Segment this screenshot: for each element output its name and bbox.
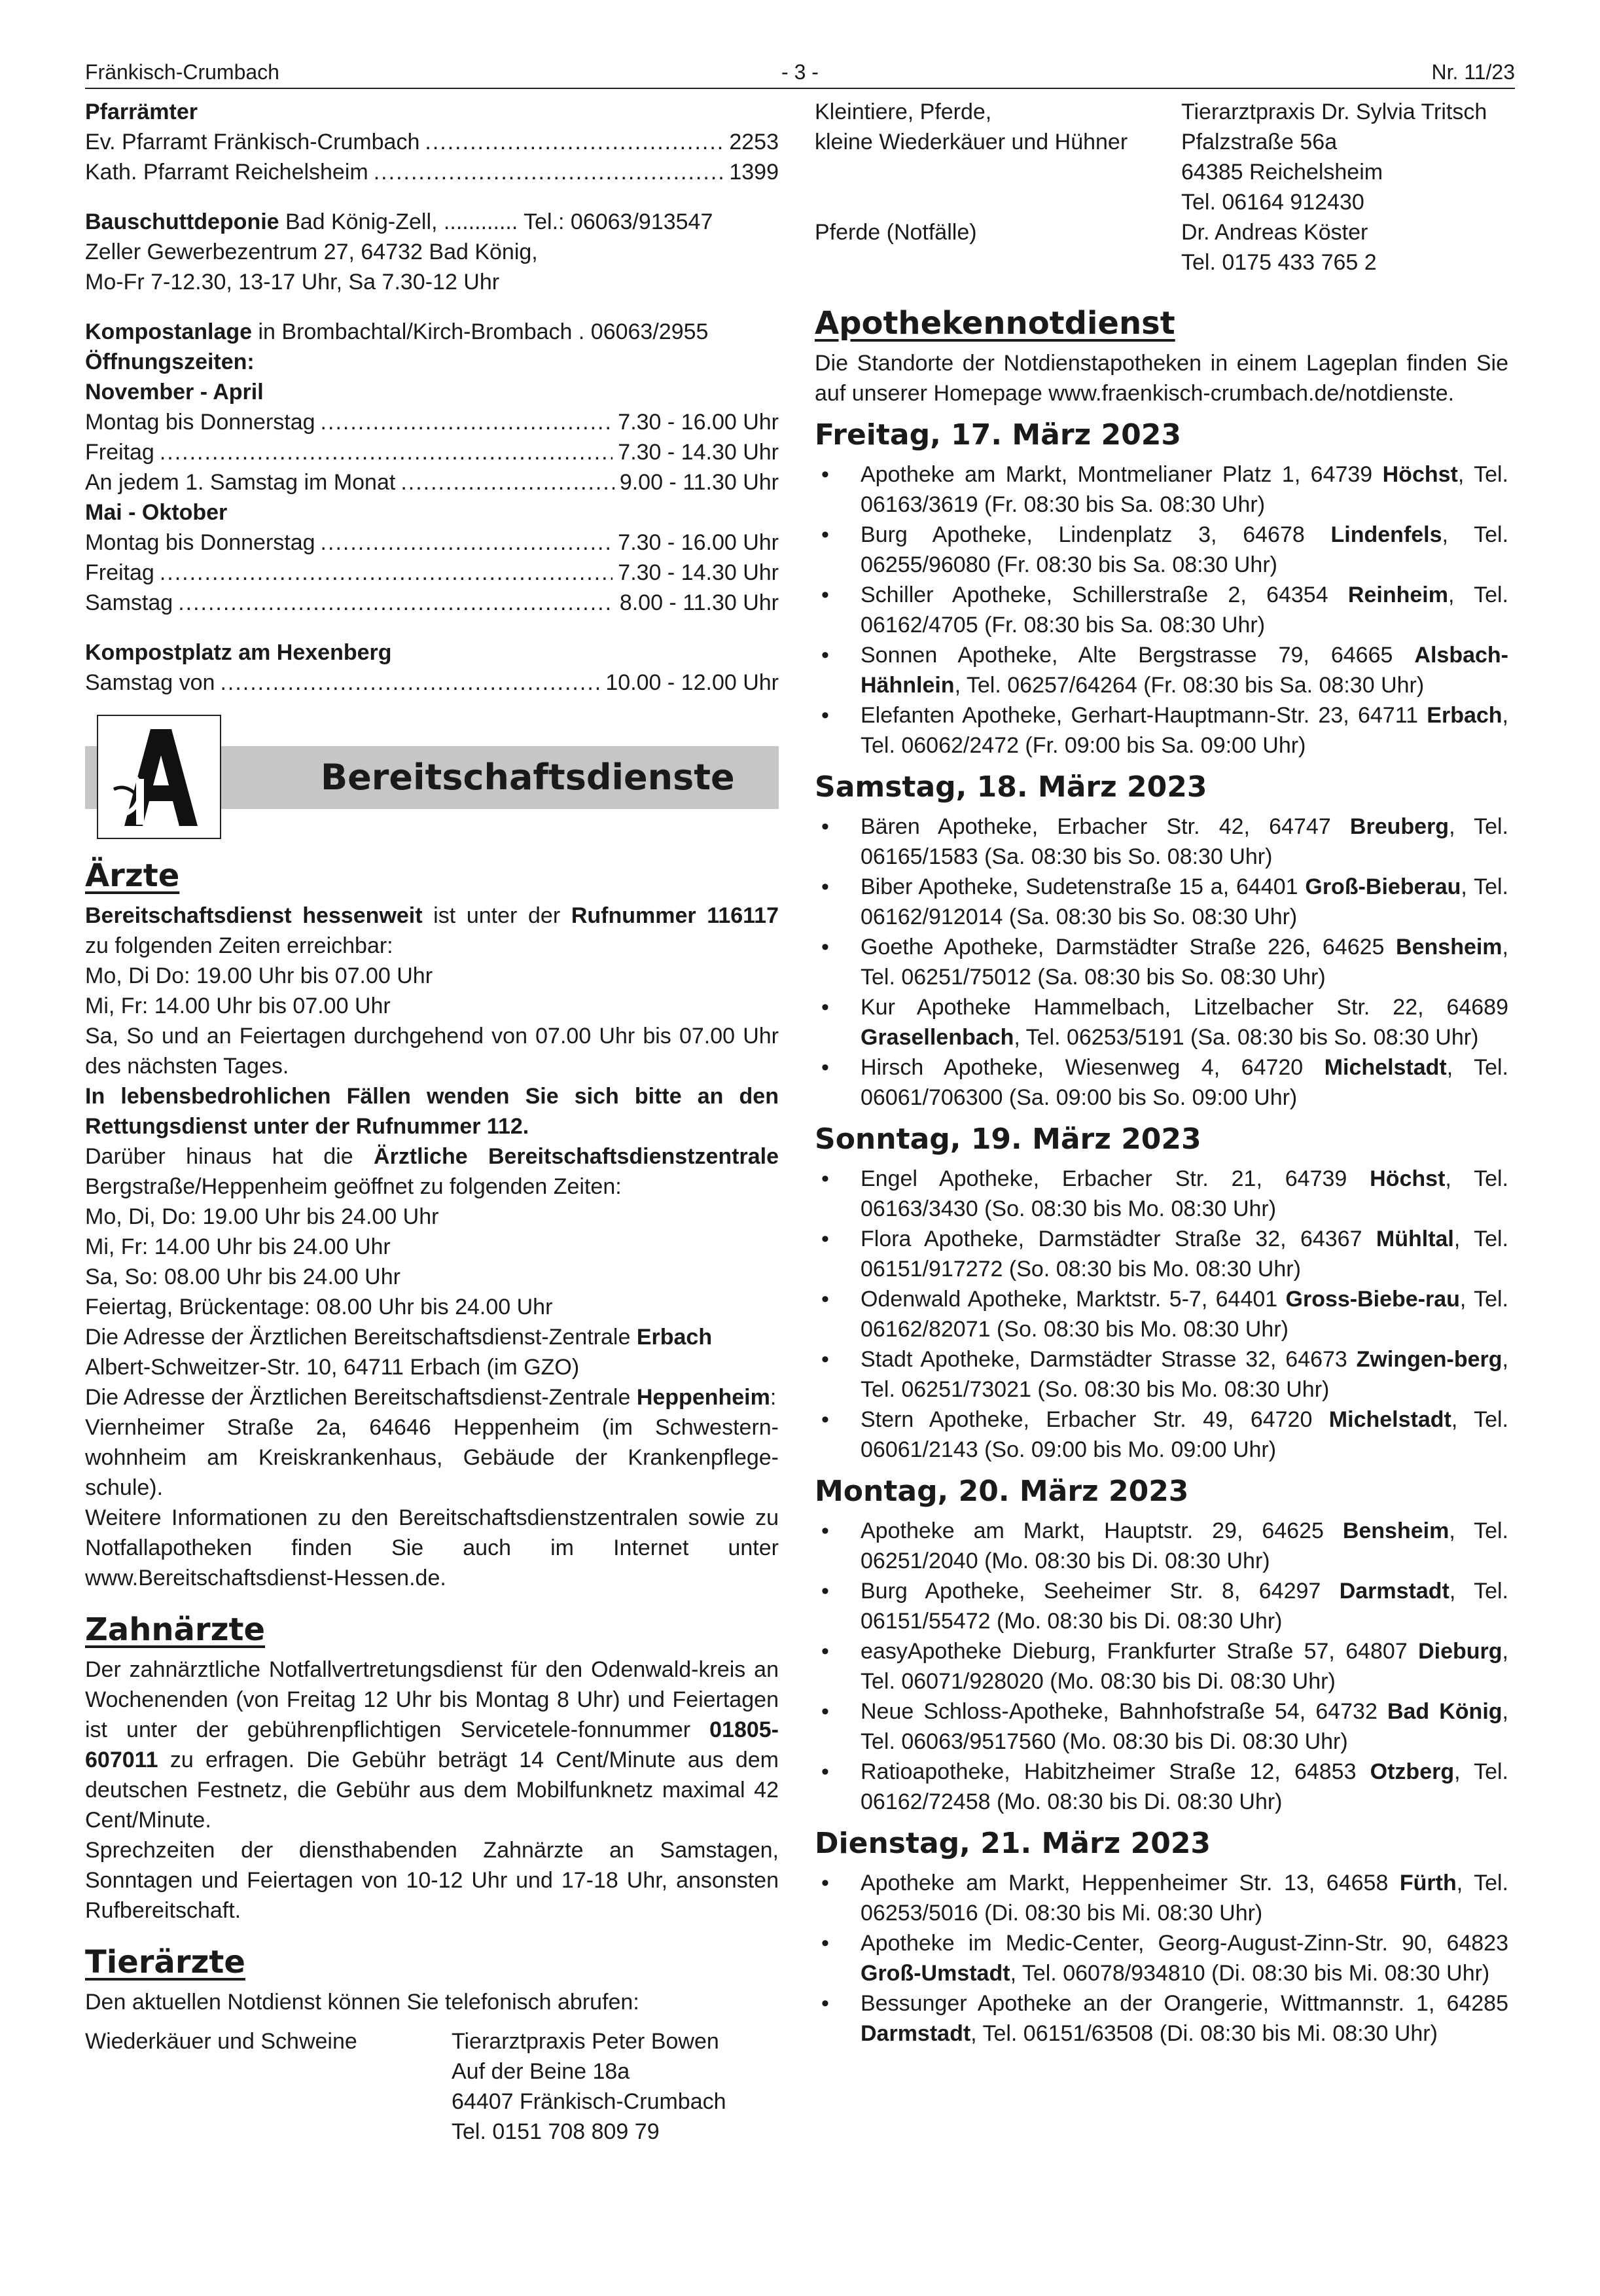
- tieraerzte-heading: Tierärzte: [85, 1944, 245, 1981]
- hours-row: [85, 668, 779, 698]
- apotheken-intro: Die Standorte der Notdienstapotheken in einem Lageplan finden Sie auf unserer Homepage www.fraenkisch-crumbach.de/notdienste.: [815, 351, 1508, 406]
- pharmacy-item: • Neue Schloss-Apotheke, Bahnhofstraße 54, 64732 Bad König, Tel. 06063/9517560 (Mo. 08:30 bis Di. 08:30 Uhr): [815, 1696, 1508, 1757]
- pharmacy-item: • Hirsch Apotheke, Wiesenweg 4, 64720 Michelstadt, Tel. 06061/706300 (Sa. 09:00 bis So. 09:00 Uhr): [815, 1052, 1508, 1113]
- hours-row: [85, 588, 779, 618]
- aerzte-hours: Feiertag, Brückentage: 08.00 Uhr bis 24.00 Uhr: [85, 1295, 553, 1319]
- pharmacy-item: • Burg Apotheke, Lindenplatz 3, 64678 Lindenfels, Tel. 06255/96080 (Fr. 08:30 bis Sa. 08:30 Uhr): [815, 520, 1508, 580]
- hours-row: [85, 528, 779, 558]
- header-town: Fränkisch-Crumbach: [85, 60, 279, 84]
- pharmacy-city: Darmstadt: [861, 2021, 971, 2046]
- pharmacy-item: • Elefanten Apotheke, Gerhart-Hauptmann-Str. 23, 64711 Erbach, Tel. 06062/2472 (Fr. 09:00 bis Sa. 09:00 Uhr): [815, 700, 1508, 761]
- hours-label: Freitag: [85, 440, 154, 465]
- apotheke-a-icon: [97, 715, 221, 839]
- pharmacy-item: • Sonnen Apotheke, Alte Bergstrasse 79, 64665 Alsbach-Hähnlein, Tel. 06257/64264 (Fr. 08:30 bis Sa. 08:30 Uhr): [815, 640, 1508, 700]
- zahnaerzte-paragraph: Der zahnärztliche Notfallvertretungsdienst für den Odenwald-kreis an Wochenenden (von Freitag 12 Uhr bis Montag 8 Uhr) und Feiertagen ist unter der gebührenpflichtigen Servicetele-fonnummer 01805-607011 zu erfragen. Die Gebühr beträgt 14 Cent/Minute aus dem deutschen Festnetz, die Gebühr aus dem Mobilfunknetz maximal 42 Cent/Minute.: [85, 1657, 779, 1833]
- pharmacy-city: Bad König: [1387, 1699, 1502, 1724]
- pharmacy-item: • Apotheke am Markt, Hauptstr. 29, 64625 Bensheim, Tel. 06251/2040 (Mo. 08:30 bis Di. 08:30 Uhr): [815, 1516, 1508, 1576]
- vet-entry: [815, 217, 1508, 278]
- pharmacy-list: [815, 1868, 1508, 2049]
- hours-value: 7.30 - 14.30 Uhr: [618, 440, 779, 465]
- pharmacy-city: Breuberg: [1349, 814, 1449, 839]
- hours-label: Montag bis Donnerstag: [85, 410, 315, 435]
- bauschutt-line1: [85, 207, 779, 237]
- aerzte-paragraph: Viernheimer Straße 2a, 64646 Heppenheim (im Schwestern-wohnheim am Kreiskrankenhaus, Gebäude der Krankenpflege-schule).: [85, 1415, 779, 1500]
- pharmacy-city: Groß-Umstadt: [861, 1961, 1010, 1986]
- pharmacy-item: • Stern Apotheke, Erbacher Str. 49, 64720 Michelstadt, Tel. 06061/2143 (So. 09:00 bis Mo. 09:00 Uhr): [815, 1405, 1508, 1465]
- tieraerzte-intro: Den aktuellen Notdienst können Sie telefonisch abrufen:: [85, 1990, 639, 2015]
- hours-label: Samstag von: [85, 670, 215, 695]
- pharmacy-item: • Stadt Apotheke, Darmstädter Strasse 32, 64673 Zwingen-berg, Tel. 06251/73021 (So. 08:30 bis Mo. 08:30 Uhr): [815, 1344, 1508, 1405]
- bereitschaftsdienste-banner: [85, 715, 779, 839]
- pharmacy-item: • Goethe Apotheke, Darmstädter Straße 226, 64625 Bensheim, Tel. 06251/75012 (Sa. 08:30 bis So. 08:30 Uhr): [815, 932, 1508, 992]
- header-issue: Nr. 11/23: [1431, 60, 1515, 84]
- pharmacy-item: • Apotheke am Markt, Heppenheimer Str. 13, 64658 Fürth, Tel. 06253/5016 (Di. 08:30 bis Mi. 08:30 Uhr): [815, 1868, 1508, 1928]
- pharmacy-item: • Kur Apotheke Hammelbach, Litzelbacher Str. 22, 64689 Grasellenbach, Tel. 06253/5191 (Sa. 08:30 bis So. 08:30 Uhr): [815, 992, 1508, 1052]
- hours-value: 10.00 - 12.00 Uhr: [605, 670, 779, 695]
- pharmacy-item: • Odenwald Apotheke, Marktstr. 5-7, 64401 Gross-Biebe-rau, Tel. 06162/82071 (So. 08:30 bis Mo. 08:30 Uhr): [815, 1284, 1508, 1344]
- header-page-number: - 3 -: [781, 60, 819, 84]
- pharmacy-city: Groß-Bieberau: [1305, 874, 1461, 899]
- aerzte-paragraph: Darüber hinaus hat die Ärztliche Bereitschaftsdienstzentrale Bergstraße/Heppenheim geöffnet zu folgenden Zeiten:: [85, 1144, 779, 1199]
- pharmacy-city: Bensheim: [1396, 935, 1502, 960]
- vet-entry: [85, 2026, 779, 2147]
- hours-row: [85, 467, 779, 497]
- aerzte-paragraph: Die Adresse der Ärztlichen Bereitschaftsdienst-Zentrale Heppenheim:: [85, 1385, 777, 1410]
- pharmacy-city: Otzberg: [1370, 1759, 1455, 1784]
- hours-label: An jedem 1. Samstag im Monat: [85, 470, 396, 495]
- aerzte-hours: Mi, Fr: 14.00 Uhr bis 24.00 Uhr: [85, 1234, 391, 1259]
- pharmacy-item: • Bessunger Apotheke an der Orangerie, Wittmannstr. 1, 64285 Darmstadt, Tel. 06151/63508 (Di. 08:30 bis Mi. 08:30 Uhr): [815, 1988, 1508, 2049]
- season-summer: Mai - Oktober: [85, 500, 228, 525]
- bauschutt-address: Zeller Gewerbezentrum 27, 64732 Bad König,: [85, 240, 538, 264]
- pharmacy-list: [815, 1516, 1508, 1817]
- pharmacy-item: • Apotheke im Medic-Center, Georg-August-Zinn-Str. 90, 64823 Groß-Umstadt, Tel. 06078/934810 (Di. 08:30 bis Mi. 08:30 Uhr): [815, 1928, 1508, 1988]
- vet-animals: Pferde (Notfälle): [815, 220, 977, 245]
- aerzte-hours: Mo, Di Do: 19.00 Uhr bis 07.00 Uhr: [85, 963, 433, 988]
- aerzte-hours: Sa, So und an Feiertagen durchgehend von 07.00 Uhr bis 07.00 Uhr des nächsten Tages.: [85, 1024, 779, 1079]
- pfarramt-label: Kath. Pfarramt Reichelsheim: [85, 160, 368, 185]
- aerzte-emergency: In lebensbedrohlichen Fällen wenden Sie sich bitte an den Rettungsdienst unter der Rufnummer 112.: [85, 1084, 779, 1139]
- pfarramt-row: [85, 127, 779, 157]
- vet-animals: Wiederkäuer und Schweine: [85, 2029, 357, 2054]
- day-heading: Samstag, 18. März 2023: [815, 770, 1207, 804]
- bauschutt-title: Bauschuttdeponie: [85, 209, 279, 234]
- pharmacy-city: Gross-Biebe-rau: [1285, 1287, 1460, 1312]
- zahnaerzte-heading: Zahnärzte: [85, 1611, 266, 1648]
- pfarramt-value: 1399: [729, 160, 779, 185]
- pfarramt-label: Ev. Pfarramt Fränkisch-Crumbach: [85, 130, 420, 154]
- hours-row: [85, 558, 779, 588]
- pharmacy-city: Reinheim: [1347, 583, 1448, 607]
- bauschutt-place: Bad König-Zell, ............ Tel.: 06063/913547: [279, 209, 713, 234]
- kompostanlage-title: Kompostanlage: [85, 319, 253, 344]
- apotheken-heading: Apothekennotdienst: [815, 305, 1175, 342]
- left-column: [85, 97, 779, 2147]
- aerzte-heading: Ärzte: [85, 857, 180, 894]
- pharmacy-city: Alsbach-Hähnlein: [861, 643, 1508, 698]
- pharmacy-item: • Engel Apotheke, Erbacher Str. 21, 64739 Höchst, Tel. 06163/3430 (So. 08:30 bis Mo. 08:30 Uhr): [815, 1164, 1508, 1224]
- kompostplatz-title: Kompostplatz am Hexenberg: [85, 640, 392, 665]
- pharmacy-city: Grasellenbach: [861, 1025, 1014, 1050]
- hours-row: [85, 437, 779, 467]
- vet-contact: Tierarztpraxis Peter Bowen Auf der Beine 18a 64407 Fränkisch-Crumbach Tel. 0151 708 809 79: [452, 2029, 726, 2144]
- pfarramt-value: 2253: [729, 130, 779, 154]
- season-winter: November - April: [85, 380, 264, 404]
- vet-contact: Tierarztpraxis Dr. Sylvia Tritsch Pfalzstraße 56a 64385 Reichelsheim Tel. 06164 912430: [1181, 99, 1487, 215]
- aerzte-hours: Sa, So: 08.00 Uhr bis 24.00 Uhr: [85, 1265, 400, 1289]
- pharmacy-item: • Burg Apotheke, Seeheimer Str. 8, 64297 Darmstadt, Tel. 06151/55472 (Mo. 08:30 bis Di. 08:30 Uhr): [815, 1576, 1508, 1636]
- vet-contact: Dr. Andreas Köster Tel. 0175 433 765 2: [1181, 220, 1377, 275]
- aerzte-hours: Mo, Di, Do: 19.00 Uhr bis 24.00 Uhr: [85, 1204, 439, 1229]
- pharmacy-city: Höchst: [1370, 1166, 1446, 1191]
- zahnaerzte-paragraph: Sprechzeiten der diensthabenden Zahnärzte an Samstagen, Sonntagen und Feiertagen von 10-12 Uhr und 17-18 Uhr, ansonsten Rufbereitschaft.: [85, 1838, 779, 1923]
- day-heading: Dienstag, 21. März 2023: [815, 1827, 1211, 1860]
- pharmacy-list: [815, 1164, 1508, 1465]
- banner-title: Bereitschaftsdienste: [321, 757, 735, 798]
- hours-label: Samstag: [85, 590, 173, 615]
- vet-animals: Kleintiere, Pferde, kleine Wiederkäuer und Hühner: [815, 99, 1128, 154]
- hours-value: 7.30 - 14.30 Uhr: [618, 560, 779, 585]
- hours-value: 9.00 - 11.30 Uhr: [619, 470, 779, 495]
- day-heading: Montag, 20. März 2023: [815, 1475, 1189, 1508]
- hours-value: 7.30 - 16.00 Uhr: [618, 410, 779, 435]
- pharmacy-city: Höchst: [1382, 462, 1458, 487]
- pharmacy-city: Dieburg: [1418, 1639, 1502, 1664]
- pfarramt-row: [85, 157, 779, 187]
- pharmacy-city: Mühltal: [1376, 1227, 1454, 1251]
- pharmacy-city: Darmstadt: [1339, 1579, 1449, 1604]
- pfarraemter-title: Pfarrämter: [85, 99, 198, 124]
- pharmacy-item: • Flora Apotheke, Darmstädter Straße 32, 64367 Mühltal, Tel. 06151/917272 (So. 08:30 bis Mo. 08:30 Uhr): [815, 1224, 1508, 1284]
- pharmacy-city: Bensheim: [1342, 1518, 1449, 1543]
- pharmacy-city: Michelstadt: [1328, 1407, 1451, 1432]
- day-heading: Freitag, 17. März 2023: [815, 418, 1181, 452]
- pharmacy-item: • Ratioapotheke, Habitzheimer Straße 12, 64853 Otzberg, Tel. 06162/72458 (Mo. 08:30 bis Di. 08:30 Uhr): [815, 1757, 1508, 1817]
- pharmacy-item: • easyApotheke Dieburg, Frankfurter Straße 57, 64807 Dieburg, Tel. 06071/928020 (Mo. 08:30 bis Di. 08:30 Uhr): [815, 1636, 1508, 1696]
- apotheken-days: [815, 416, 1508, 2049]
- pharmacy-list: [815, 812, 1508, 1113]
- pharmacy-item: • Apotheke am Markt, Montmelianer Platz 1, 64739 Höchst, Tel. 06163/3619 (Fr. 08:30 bis Sa. 08:30 Uhr): [815, 459, 1508, 520]
- hours-label: Freitag: [85, 560, 154, 585]
- aerzte-hours: Mi, Fr: 14.00 Uhr bis 07.00 Uhr: [85, 994, 391, 1018]
- vet-entry: [815, 97, 1508, 217]
- hours-value: 7.30 - 16.00 Uhr: [618, 530, 779, 555]
- hours-value: 8.00 - 11.30 Uhr: [619, 590, 779, 615]
- kompostanlage-place: in Brombachtal/Kirch-Brombach . 06063/2955: [252, 319, 709, 344]
- aerzte-paragraph: Bereitschaftsdienst hessenweit ist unter der Rufnummer 116117 zu folgenden Zeiten erreichbar:: [85, 903, 779, 958]
- pharmacy-city: Erbach: [1427, 703, 1502, 728]
- pharmacy-item: • Schiller Apotheke, Schillerstraße 2, 64354 Reinheim, Tel. 06162/4705 (Fr. 08:30 bis Sa. 08:30 Uhr): [815, 580, 1508, 640]
- kompostanlage-line1: [85, 317, 779, 347]
- page-header: [85, 58, 1515, 89]
- aerzte-paragraph: Weitere Informationen zu den Bereitschaftsdienstzentralen sowie zu Notfallapotheken finden Sie auch im Internet unter www.Bereitschaftsdienst-Hessen.de.: [85, 1505, 779, 1590]
- aerzte-paragraph: Die Adresse der Ärztlichen Bereitschaftsdienst-Zentrale Erbach Albert-Schweitzer-Str. 10, 64711 Erbach (im GZO): [85, 1325, 713, 1380]
- kompostanlage-hours-title: Öffnungszeiten:: [85, 350, 255, 374]
- pharmacy-item: • Bären Apotheke, Erbacher Str. 42, 64747 Breuberg, Tel. 06165/1583 (Sa. 08:30 bis So. 08:30 Uhr): [815, 812, 1508, 872]
- pharmacy-item: • Biber Apotheke, Sudetenstraße 15 a, 64401 Groß-Bieberau, Tel. 06162/912014 (Sa. 08:30 bis So. 08:30 Uhr): [815, 872, 1508, 932]
- pharmacy-list: [815, 459, 1508, 761]
- pharmacy-city: Michelstadt: [1324, 1055, 1447, 1080]
- hours-label: Montag bis Donnerstag: [85, 530, 315, 555]
- day-heading: Sonntag, 19. März 2023: [815, 1122, 1201, 1156]
- hours-row: [85, 407, 779, 437]
- bauschutt-hours: Mo-Fr 7-12.30, 13-17 Uhr, Sa 7.30-12 Uhr: [85, 270, 500, 295]
- pharmacy-city: Fürth: [1399, 1871, 1457, 1895]
- pharmacy-city: Zwingen-berg: [1356, 1347, 1502, 1372]
- right-column: [815, 97, 1508, 2049]
- pharmacy-city: Lindenfels: [1330, 522, 1442, 547]
